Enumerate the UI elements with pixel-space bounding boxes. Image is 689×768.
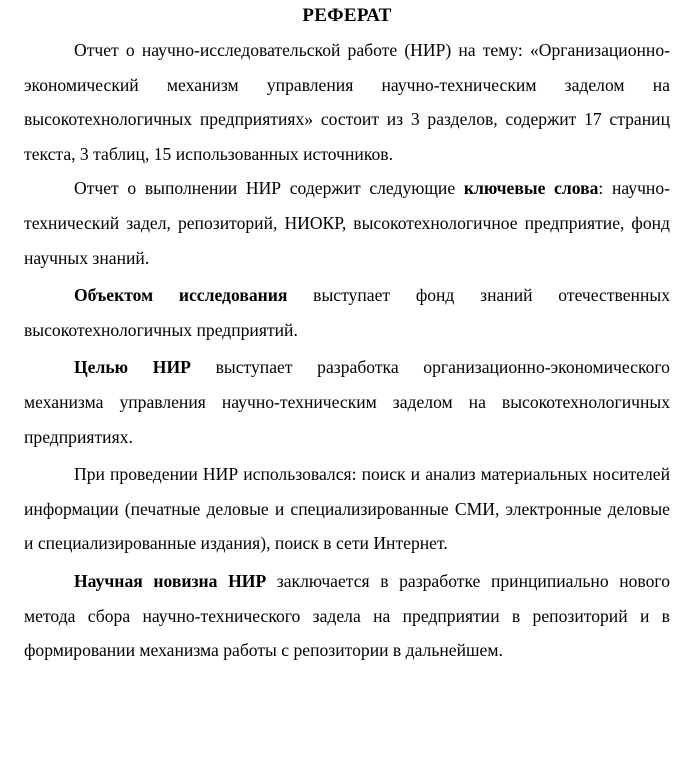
research-goal-label: Целью НИР xyxy=(74,357,191,378)
paragraph-report-summary: Отчет о научно-исследовательской работе (НИР) на тему: «Организационно-экономический механизм управления научно-техническим заделом на высокотехнологичных предприятиях» состоит из 3 разделов, содержит 17 страниц текста, 3 таблиц, 15 использованных источников. xyxy=(24,40,670,164)
research-goal-text: выступает разработка организационно-экономического механизма управления научно-техническим заделом на высокотехнологичных предприятиях. xyxy=(24,357,670,447)
research-object-text: выступает фонд знаний отечественных высокотехнологичных предприятий. xyxy=(24,285,670,340)
paragraph-research-goal xyxy=(24,350,670,454)
document-page xyxy=(24,0,670,668)
novelty-text: заключается в разработке принципиально нового метода сбора научно-технического задела на предприятии в репозиторий и в формировании механизма работы с репозитории в дальнейшем. xyxy=(24,570,670,661)
novelty-label: Научная новизна НИР xyxy=(74,570,267,591)
paragraph-research-object xyxy=(24,278,670,347)
document-title: РЕФЕРАТ xyxy=(302,5,392,26)
paragraph-methods: При проведении НИР использовался: поиск и анализ материальных носителей информации (печатные деловые и специализированные СМИ, электронные деловые и специализированные издания), поиск в сети Интернет. xyxy=(24,464,670,554)
paragraph-novelty xyxy=(24,564,670,668)
research-object-label: Объектом исследования xyxy=(74,285,288,306)
keywords-intro: Отчет о выполнении НИР содержит следующие xyxy=(74,178,464,199)
keywords-label: ключевые слова xyxy=(463,178,599,199)
keywords-list: : научно-технический задел, репозиторий, НИОКР, высокотехнологичное предприятие, фонд научных знаний. xyxy=(24,178,670,268)
paragraph-keywords xyxy=(24,171,670,275)
